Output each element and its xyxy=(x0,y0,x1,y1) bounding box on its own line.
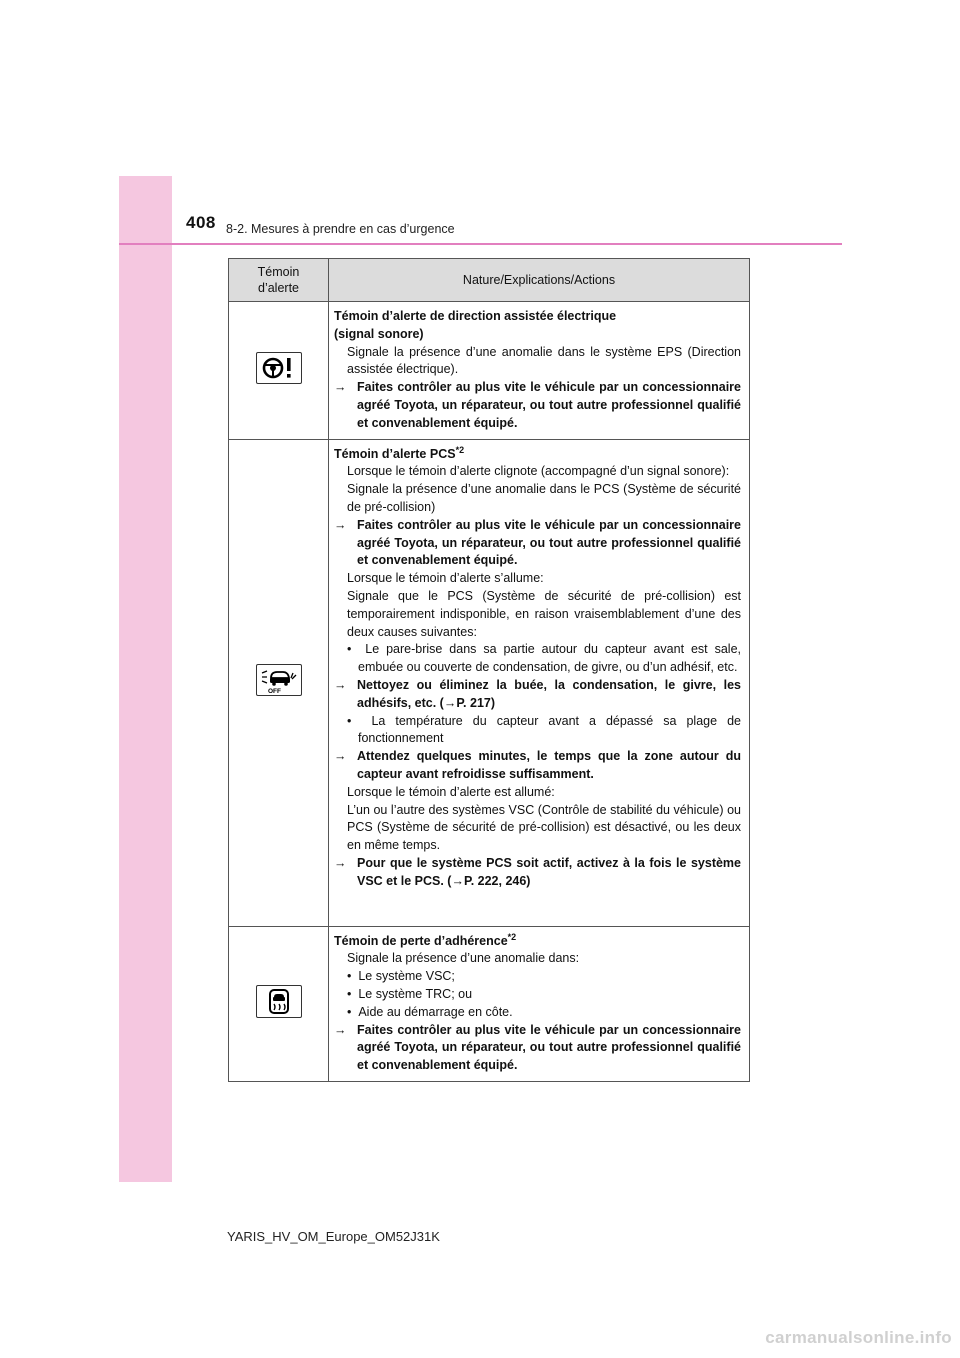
header-description-column: Nature/Explications/Actions xyxy=(329,259,750,302)
icon-cell xyxy=(229,439,329,926)
slip-description: Témoin de perte d’adhérence$^{*2}$ Signale la présence d’une anomalie dans: • Le système VSC; • Le système TRC; ou • Aide au démarrage en côte. → Faites contrôler au plus vite le véhicule par un concessionnaire agréé Toyota, un réparateur, ou tout autre professionnel qualifié et convenablement équipé. xyxy=(329,926,750,1081)
watermark: carmanualsonline.info xyxy=(765,1328,952,1347)
icon-cell xyxy=(229,926,329,1081)
header-rule xyxy=(119,243,842,245)
pcs-warning-icon xyxy=(256,664,302,696)
table-row xyxy=(229,439,750,926)
table-row xyxy=(229,926,750,1081)
chapter-tab-band xyxy=(119,176,172,1182)
document-id: YARIS_HV_OM_Europe_OM52J31K xyxy=(227,1229,440,1244)
slip-indicator-icon xyxy=(256,985,302,1018)
header-icon-column: Témoin d’alerte xyxy=(229,259,329,302)
page-number: 408 xyxy=(186,213,216,232)
table-header-row xyxy=(229,259,750,302)
pcs-off-label: OFF xyxy=(267,688,281,696)
eps-description: Témoin d’alerte de direction assistée électrique (signal sonore) Signale la présence d’une anomalie dans le système EPS (Direction assistée électrique). → Faites contrôler au plus vite le véhicule par un concessionnaire agréé Toyota, un réparateur, ou tout autre professionnel qualifié et convenablement équipé. xyxy=(329,302,750,440)
table-row xyxy=(229,302,750,440)
eps-warning-icon xyxy=(256,352,302,384)
section-title: 8-2. Mesures à prendre en cas d’urgence xyxy=(226,222,455,236)
warning-light-table xyxy=(228,258,750,1082)
pcs-description: Témoin d’alerte PCS$^{*2}$ Lorsque le témoin d’alerte clignote (accompagné d’un signal sonore): Signale la présence d’une anomalie dans le PCS (Système de sécurité de pré-collision) → Faites contrôler au plus vite le véhicule par un concessionnaire agréé Toyota, un réparateur, ou tout autre professionnel qualifié et convenablement équipé. Lorsque le témoin d’alerte s’allume: Signale que le PCS (Système de sécurité de pré-collision) est temporairement indisponible, en raison vraisemblablement d’une des deux causes suivantes: • Le pare-brise dans sa partie autour du capteur avant est sale, embuée ou couverte de condensation, de givre, ou d’un adhésif, etc. → Nettoyez ou éliminez la buée, la condensation, le givre, les adhésifs, etc. (→P. 217) • La température du capteur avant a dépassé sa plage de fonctionnement → Attendez quelques minutes, le temps que la zone autour du capteur avant refroidisse suffisamment. Lorsque le témoin d’alerte est allumé: L’un ou l’autre des systèmes VSC (Contrôle de stabilité du véhicule) ou PCS (Système de sécurité de pré-collision) est désactivé, ou les deux en même temps. → Pour que le système PCS soit actif, activez à la fois le système VSC et le PCS. (→P. 222, 246) xyxy=(329,439,750,926)
icon-cell xyxy=(229,302,329,440)
